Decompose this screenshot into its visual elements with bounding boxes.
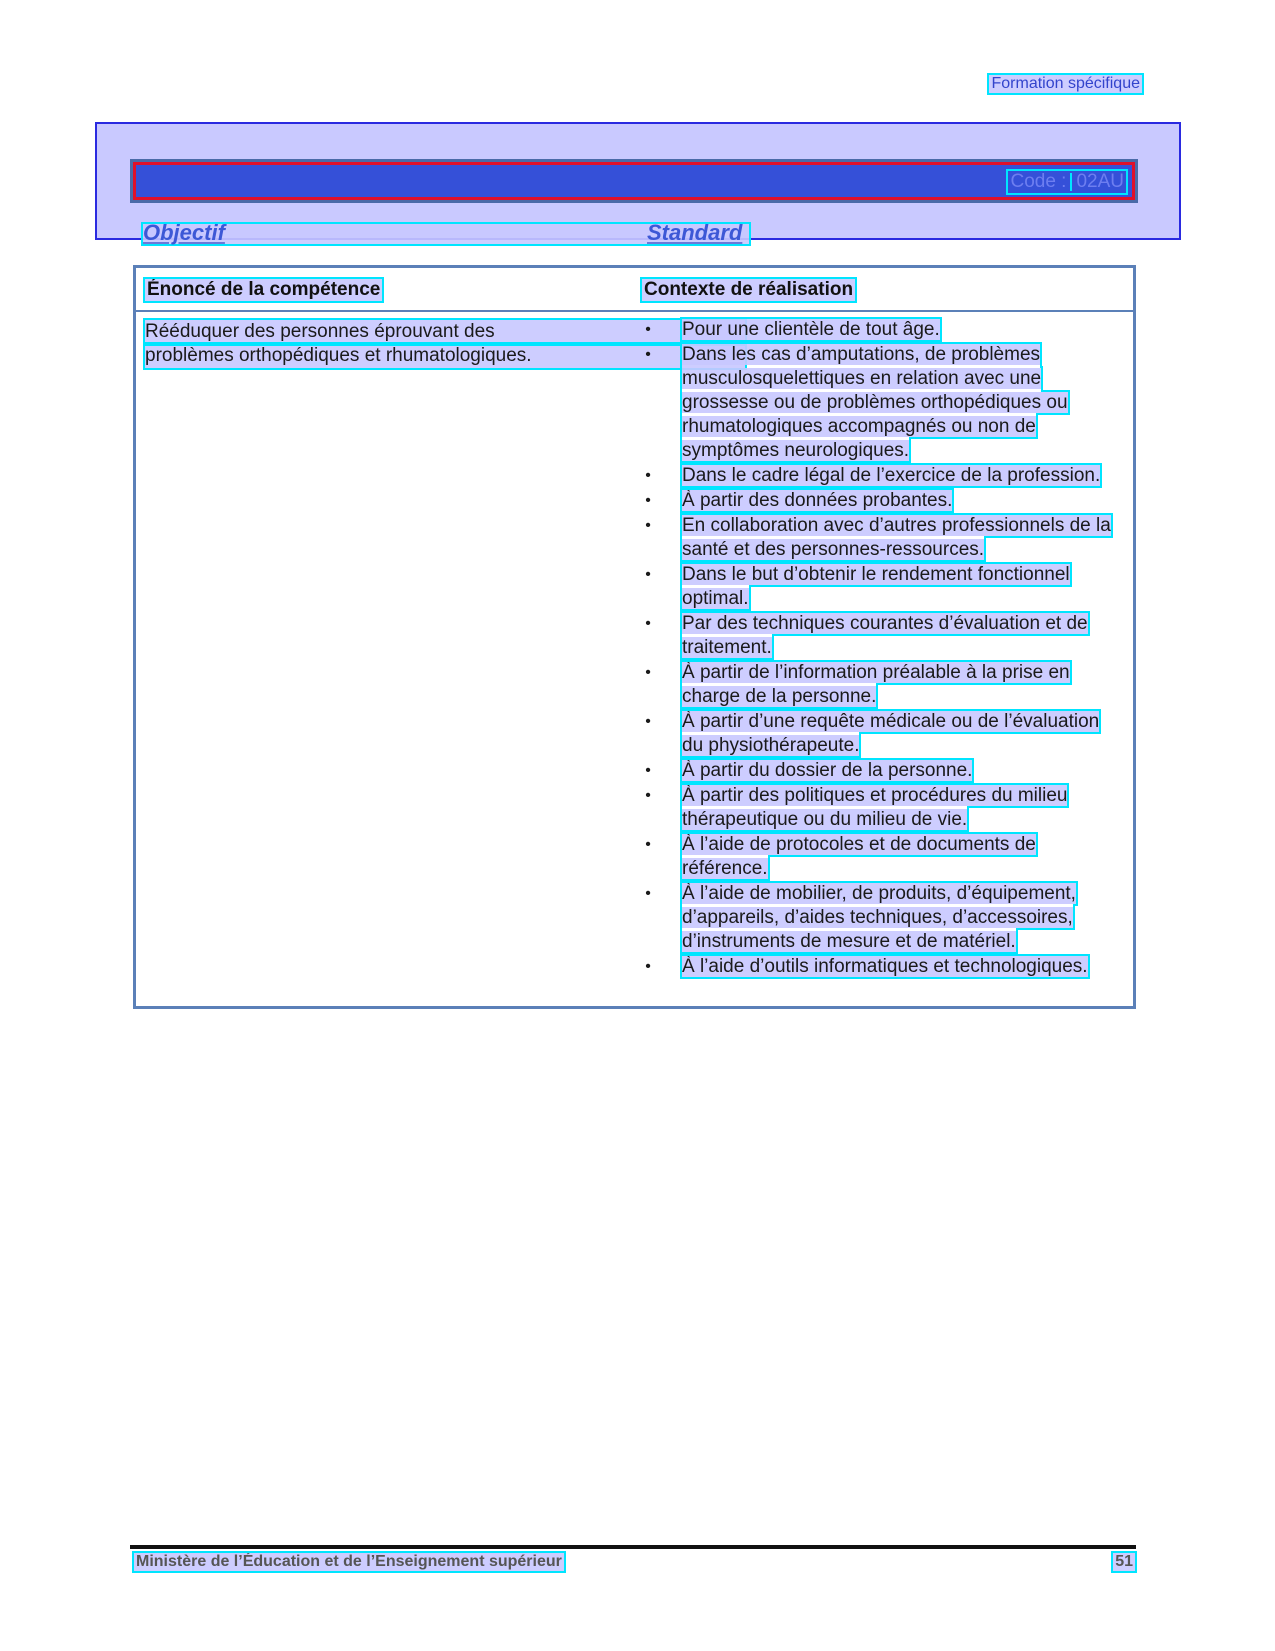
objectif-heading: Objectif [143, 220, 225, 245]
standard-heading: Standard [647, 220, 743, 245]
context-list [642, 318, 1120, 980]
context-item: • En collaboration avec d’autres professionnels de la santé et des personnes-ressources. [642, 514, 1120, 562]
bullet-icon: • [645, 958, 651, 975]
bullet-icon: • [645, 492, 651, 509]
bullet-icon: • [645, 762, 651, 779]
competence-line: problèmes orthopédiques et rhumatologiques. [145, 344, 745, 368]
page-number: 51 [1115, 1553, 1133, 1570]
bullet-icon: • [645, 467, 651, 484]
context-item: • Par des techniques courantes d’évaluation et de traitement. [642, 612, 1120, 660]
context-item: • À partir de l’information préalable à la prise en charge de la personne. [642, 661, 1120, 709]
bullet-icon: • [645, 346, 651, 363]
competence-line: Rééduquer des personnes éprouvant des [145, 320, 745, 344]
bullet-icon: • [645, 566, 651, 583]
bullet-icon: • [645, 787, 651, 804]
context-item: • À l’aide d’outils informatiques et technologiques. [642, 955, 1120, 979]
competence-column-title: Énoncé de la compétence [147, 279, 381, 300]
bullet-icon: • [645, 517, 651, 534]
context-item: • À partir des données probantes. [642, 489, 1120, 513]
competency-header-panel [95, 122, 1181, 245]
context-item: • Dans le cadre légal de l’exercice de la profession. [642, 464, 1120, 488]
context-item: • À l’aide de mobilier, de produits, d’équipement, d’appareils, d’aides techniques, d’accessoires, d’instruments de mesure et de matériel. [642, 882, 1120, 954]
bullet-icon: • [645, 836, 651, 853]
running-header: Formation spécifique [991, 75, 1140, 92]
bullet-icon: • [645, 615, 651, 632]
competency-table [133, 265, 1136, 1009]
footer-rule [130, 1545, 1136, 1549]
bullet-icon: • [645, 321, 651, 338]
context-item: • Dans les cas d’amputations, de problèmes musculosquelettiques en relation avec une grossesse ou de problèmes orthopédiques ou rhumatologiques accompagnés ou non de symptômes neurologiques. [642, 343, 1120, 463]
table-header-row [136, 268, 1133, 312]
bullet-icon: • [645, 664, 651, 681]
code-label: Code : [1010, 171, 1067, 192]
code-value: 02AU [1076, 171, 1124, 192]
code-bar [133, 162, 1135, 200]
context-item: • À l’aide de protocoles et de documents de référence. [642, 833, 1120, 881]
competency-code [1008, 171, 1126, 193]
context-item: • À partir d’une requête médicale ou de l’évaluation du physiothérapeute. [642, 710, 1120, 758]
bullet-icon: • [645, 713, 651, 730]
context-item: • Dans le but d’obtenir le rendement fonctionnel optimal. [642, 563, 1120, 611]
context-item: • À partir des politiques et procédures du milieu thérapeutique ou du milieu de vie. [642, 784, 1120, 832]
context-column-title: Contexte de réalisation [644, 279, 854, 300]
code-separator [1070, 173, 1072, 191]
footer-ministry: Ministère de l’Éducation et de l’Enseignement supérieur [136, 1553, 562, 1570]
context-item: • Pour une clientèle de tout âge. [642, 318, 1120, 342]
context-item: • À partir du dossier de la personne. [642, 759, 1120, 783]
bullet-icon: • [645, 885, 651, 902]
